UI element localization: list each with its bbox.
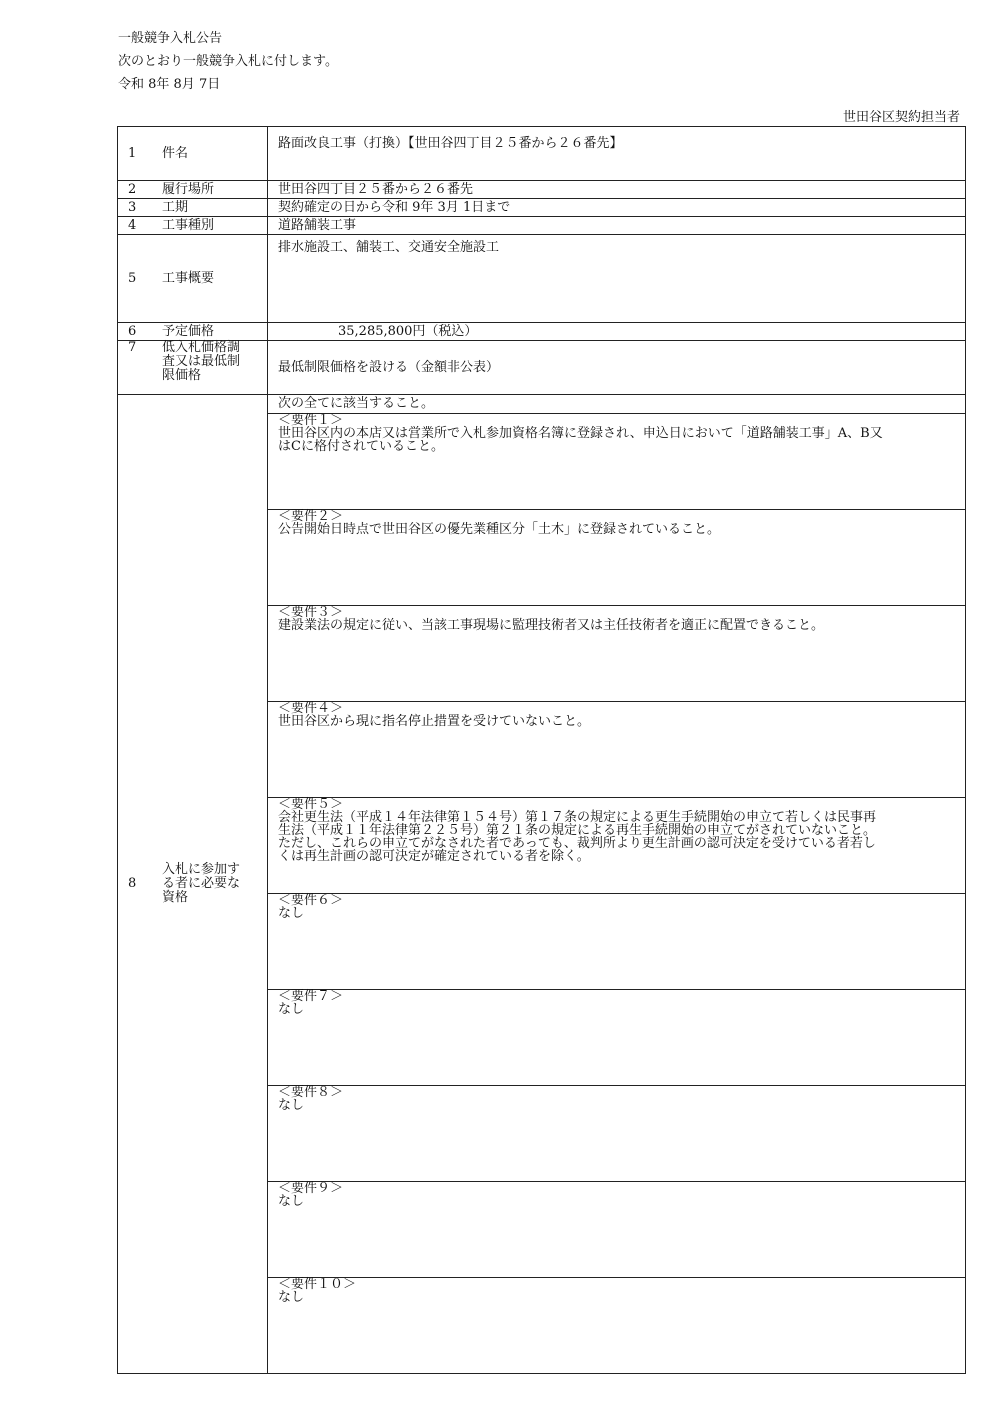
row-label: 工期 (162, 199, 189, 215)
requirement-text: なし (278, 1001, 305, 1017)
row-work-type (118, 217, 966, 235)
row-number: 8 (128, 876, 137, 891)
qualification-cell (268, 395, 966, 1374)
requirement-title: ＜要件５＞ (278, 796, 344, 812)
row-minimum-price (118, 341, 966, 395)
requirement-text: なし (278, 1289, 305, 1305)
requirement-title: ＜要件８＞ (278, 1084, 344, 1100)
row-label: 低入札価格調査又は最低制限価格 (162, 340, 241, 383)
row-number: 2 (128, 181, 137, 197)
row-work-summary (118, 235, 966, 323)
requirement-text: 世田谷区から現に指名停止措置を受けていないこと。 (278, 713, 591, 729)
requirement-title: ＜要件１０＞ (278, 1276, 357, 1292)
row-number: 3 (128, 199, 137, 215)
requirements-table (268, 395, 965, 1373)
requirement-item (268, 605, 965, 701)
row-label: 工事概要 (162, 270, 215, 286)
requirement-item (268, 701, 965, 797)
requirement-title: ＜要件４＞ (278, 700, 344, 716)
row-label-cell (118, 341, 268, 395)
row-number: 6 (128, 323, 137, 339)
work-type-value: 道路舗装工事 (268, 217, 966, 235)
row-label-cell (118, 323, 268, 341)
row-label-cell (118, 181, 268, 199)
row-qualification (118, 395, 966, 1374)
requirement-title: ＜要件９＞ (278, 1180, 344, 1196)
qualification-intro: 次の全てに該当すること。 (268, 395, 965, 413)
row-label-cell (118, 199, 268, 217)
estimated-price-value: 35,285,800円（税込） (268, 323, 966, 341)
row-label-cell (118, 217, 268, 235)
requirement-text: なし (278, 905, 305, 921)
requirement-item (268, 413, 965, 509)
requirement-title: ＜要件２＞ (278, 508, 344, 524)
requirement-text: なし (278, 1193, 305, 1209)
requirement-title: ＜要件７＞ (278, 988, 344, 1004)
row-subject (118, 127, 966, 181)
work-summary-value: 排水施設工、舗装工、交通安全施設工 (268, 235, 966, 323)
row-label-cell (118, 127, 268, 181)
requirement-item (268, 797, 965, 893)
requirement-text: 会社更生法（平成１４年法律第１５４号）第１７条の規定による更生手続開始の申立て若しくは民事再生法（平成１１年法律第２２５号）第２１条の規定による再生手続開始の申立てがされていないこと。ただし、これらの申立てがなされた者であっても、裁判所より更生計画の認可決定を受けている者若しくは再生計画の認可決定が確定されている者を除く。 (278, 809, 877, 864)
row-number: 1 (128, 145, 137, 161)
requirement-text: 公告開始日時点で世田谷区の優先業種区分「土木」に登録されていること。 (278, 521, 721, 537)
requirement-title: ＜要件３＞ (278, 604, 344, 620)
bid-notice-table (117, 126, 966, 1374)
requirement-item (268, 1277, 965, 1373)
requirement-item (268, 1181, 965, 1277)
requirement-item (268, 1085, 965, 1181)
notice-date: 令和 8年 8月 7日 (118, 77, 221, 92)
row-label: 工事種別 (162, 217, 215, 233)
subject-value: 路面改良工事（打換）【世田谷四丁目２５番から２６番先】 (268, 127, 966, 181)
requirement-item (268, 893, 965, 989)
requirement-title: ＜要件１＞ (278, 412, 344, 428)
requirement-text: 世田谷区内の本店又は営業所で入札参加資格名簿に登録され、申込日において「道路舗装工事」A、B又はCに格付されていること。 (278, 425, 883, 454)
notice-heading: 一般競争入札公告 (118, 31, 223, 46)
row-label-cell (118, 395, 268, 1374)
row-label: 履行場所 (162, 181, 215, 197)
requirement-item (268, 989, 965, 1085)
minimum-price-value: 最低制限価格を設ける（金額非公表） (268, 341, 966, 395)
row-number: 4 (128, 217, 137, 233)
issuer-name: 世田谷区契約担当者 (842, 110, 960, 125)
row-label: 入札に参加する者に必要な資格 (162, 862, 241, 905)
row-period (118, 199, 966, 217)
requirement-text: なし (278, 1097, 305, 1113)
requirement-item (268, 509, 965, 605)
requirement-text: 建設業法の規定に従い、当該工事現場に監理技術者又は主任技術者を適正に配置できること。 (278, 617, 825, 633)
row-estimated-price (118, 323, 966, 341)
period-value: 契約確定の日から令和 9年 3月 1日まで (268, 199, 966, 217)
row-location (118, 181, 966, 199)
row-number: 7 (128, 340, 137, 355)
row-label: 予定価格 (162, 323, 215, 339)
row-number: 5 (128, 270, 137, 286)
row-label-cell (118, 235, 268, 323)
requirement-title: ＜要件６＞ (278, 892, 344, 908)
notice-intro: 次のとおり一般競争入札に付します。 (118, 54, 338, 69)
row-label: 件名 (162, 145, 189, 161)
location-value: 世田谷四丁目２５番から２６番先 (268, 181, 966, 199)
